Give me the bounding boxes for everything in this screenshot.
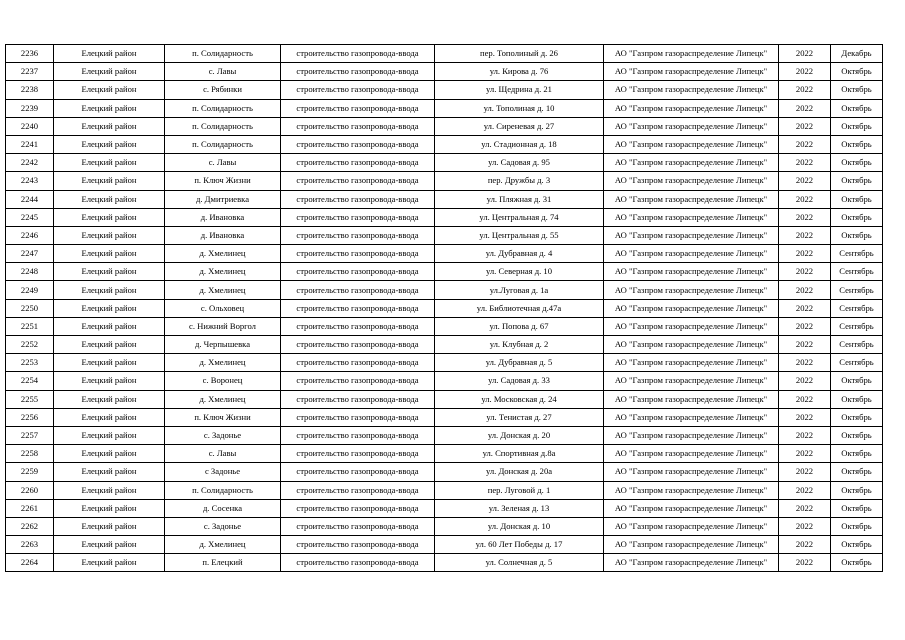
organization-cell: АО "Газпром газораспределение Липецк" — [604, 517, 779, 535]
month-cell: Сентябрь — [831, 354, 883, 372]
table-row — [6, 317, 883, 335]
row-number-cell: 2261 — [6, 499, 54, 517]
organization-cell: АО "Газпром газораспределение Липецк" — [604, 190, 779, 208]
district-cell: Елецкий район — [54, 226, 165, 244]
address-cell: ул. Клубная д. 2 — [435, 336, 604, 354]
organization-cell: АО "Газпром газораспределение Липецк" — [604, 372, 779, 390]
month-cell: Октябрь — [831, 390, 883, 408]
month-cell: Октябрь — [831, 81, 883, 99]
row-number-cell: 2249 — [6, 281, 54, 299]
table-row — [6, 299, 883, 317]
organization-cell: АО "Газпром газораспределение Липецк" — [604, 481, 779, 499]
district-cell: Елецкий район — [54, 499, 165, 517]
organization-cell: АО "Газпром газораспределение Липецк" — [604, 426, 779, 444]
locality-cell: с. Лавы — [165, 154, 281, 172]
row-number-cell: 2253 — [6, 354, 54, 372]
row-number-cell: 2254 — [6, 372, 54, 390]
district-cell: Елецкий район — [54, 135, 165, 153]
address-cell: ул.Луговая д. 1а — [435, 281, 604, 299]
month-cell: Октябрь — [831, 208, 883, 226]
table-row — [6, 354, 883, 372]
address-cell: пер. Луговой д. 1 — [435, 481, 604, 499]
year-cell: 2022 — [779, 45, 831, 63]
locality-cell: с. Рябинки — [165, 81, 281, 99]
month-cell: Октябрь — [831, 190, 883, 208]
year-cell: 2022 — [779, 135, 831, 153]
month-cell: Октябрь — [831, 499, 883, 517]
month-cell: Сентябрь — [831, 263, 883, 281]
locality-cell: с. Лавы — [165, 63, 281, 81]
district-cell: Елецкий район — [54, 408, 165, 426]
table-row — [6, 499, 883, 517]
table-row — [6, 172, 883, 190]
table-row — [6, 99, 883, 117]
year-cell: 2022 — [779, 208, 831, 226]
month-cell: Сентябрь — [831, 317, 883, 335]
year-cell: 2022 — [779, 263, 831, 281]
organization-cell: АО "Газпром газораспределение Липецк" — [604, 99, 779, 117]
address-cell: ул. Садовая д. 33 — [435, 372, 604, 390]
locality-cell: п. Солидарность — [165, 99, 281, 117]
locality-cell: с. Нижний Воргол — [165, 317, 281, 335]
year-cell: 2022 — [779, 499, 831, 517]
address-cell: ул. Тополиная д. 10 — [435, 99, 604, 117]
organization-cell: АО "Газпром газораспределение Липецк" — [604, 63, 779, 81]
month-cell: Октябрь — [831, 63, 883, 81]
row-number-cell: 2260 — [6, 481, 54, 499]
district-cell: Елецкий район — [54, 390, 165, 408]
table-row — [6, 554, 883, 572]
locality-cell: с. Задонье — [165, 517, 281, 535]
table-row — [6, 81, 883, 99]
district-cell: Елецкий район — [54, 99, 165, 117]
table-row — [6, 135, 883, 153]
row-number-cell: 2236 — [6, 45, 54, 63]
month-cell: Октябрь — [831, 154, 883, 172]
table-row — [6, 336, 883, 354]
address-cell: пер. Тополиный д. 26 — [435, 45, 604, 63]
row-number-cell: 2263 — [6, 536, 54, 554]
table-row — [6, 463, 883, 481]
locality-cell: д. Хмелинец — [165, 245, 281, 263]
table-row — [6, 481, 883, 499]
organization-cell: АО "Газпром газораспределение Липецк" — [604, 226, 779, 244]
locality-cell: д. Хмелинец — [165, 281, 281, 299]
locality-cell: д. Хмелинец — [165, 536, 281, 554]
row-number-cell: 2237 — [6, 63, 54, 81]
district-cell: Елецкий район — [54, 463, 165, 481]
month-cell: Октябрь — [831, 463, 883, 481]
row-number-cell: 2262 — [6, 517, 54, 535]
address-cell: ул. Стадионная д. 18 — [435, 135, 604, 153]
address-cell: ул. Спортивная д.8а — [435, 445, 604, 463]
work-type-cell: строительство газопровода-ввода — [281, 299, 435, 317]
row-number-cell: 2242 — [6, 154, 54, 172]
row-number-cell: 2244 — [6, 190, 54, 208]
work-type-cell: строительство газопровода-ввода — [281, 245, 435, 263]
locality-cell: п. Солидарность — [165, 481, 281, 499]
registry-table-body — [6, 45, 883, 572]
organization-cell: АО "Газпром газораспределение Липецк" — [604, 536, 779, 554]
organization-cell: АО "Газпром газораспределение Липецк" — [604, 208, 779, 226]
year-cell: 2022 — [779, 81, 831, 99]
work-type-cell: строительство газопровода-ввода — [281, 263, 435, 281]
month-cell: Октябрь — [831, 481, 883, 499]
year-cell: 2022 — [779, 63, 831, 81]
table-row — [6, 263, 883, 281]
work-type-cell: строительство газопровода-ввода — [281, 81, 435, 99]
organization-cell: АО "Газпром газораспределение Липецк" — [604, 317, 779, 335]
row-number-cell: 2246 — [6, 226, 54, 244]
month-cell: Октябрь — [831, 372, 883, 390]
district-cell: Елецкий район — [54, 81, 165, 99]
district-cell: Елецкий район — [54, 317, 165, 335]
district-cell: Елецкий район — [54, 154, 165, 172]
address-cell: ул. Тенистая д. 27 — [435, 408, 604, 426]
row-number-cell: 2240 — [6, 117, 54, 135]
work-type-cell: строительство газопровода-ввода — [281, 99, 435, 117]
work-type-cell: строительство газопровода-ввода — [281, 154, 435, 172]
year-cell: 2022 — [779, 408, 831, 426]
year-cell: 2022 — [779, 336, 831, 354]
row-number-cell: 2255 — [6, 390, 54, 408]
address-cell: ул. Московская д. 24 — [435, 390, 604, 408]
month-cell: Октябрь — [831, 517, 883, 535]
organization-cell: АО "Газпром газораспределение Липецк" — [604, 117, 779, 135]
organization-cell: АО "Газпром газораспределение Липецк" — [604, 135, 779, 153]
organization-cell: АО "Газпром газораспределение Липецк" — [604, 281, 779, 299]
year-cell: 2022 — [779, 99, 831, 117]
row-number-cell: 2257 — [6, 426, 54, 444]
table-row — [6, 372, 883, 390]
locality-cell: д. Сосенка — [165, 499, 281, 517]
year-cell: 2022 — [779, 426, 831, 444]
work-type-cell: строительство газопровода-ввода — [281, 45, 435, 63]
district-cell: Елецкий район — [54, 281, 165, 299]
year-cell: 2022 — [779, 117, 831, 135]
year-cell: 2022 — [779, 463, 831, 481]
year-cell: 2022 — [779, 190, 831, 208]
work-type-cell: строительство газопровода-ввода — [281, 390, 435, 408]
work-type-cell: строительство газопровода-ввода — [281, 463, 435, 481]
year-cell: 2022 — [779, 245, 831, 263]
row-number-cell: 2252 — [6, 336, 54, 354]
address-cell: ул. Щедрина д. 21 — [435, 81, 604, 99]
organization-cell: АО "Газпром газораспределение Липецк" — [604, 463, 779, 481]
work-type-cell: строительство газопровода-ввода — [281, 63, 435, 81]
work-type-cell: строительство газопровода-ввода — [281, 208, 435, 226]
table-row — [6, 208, 883, 226]
locality-cell: п. Солидарность — [165, 45, 281, 63]
table-row — [6, 445, 883, 463]
row-number-cell: 2241 — [6, 135, 54, 153]
locality-cell: д. Хмелинец — [165, 390, 281, 408]
district-cell: Елецкий район — [54, 208, 165, 226]
work-type-cell: строительство газопровода-ввода — [281, 281, 435, 299]
district-cell: Елецкий район — [54, 245, 165, 263]
address-cell: ул. Центральная д. 74 — [435, 208, 604, 226]
district-cell: Елецкий район — [54, 172, 165, 190]
address-cell: ул. Кирова д. 76 — [435, 63, 604, 81]
address-cell: пер. Дружбы д. 3 — [435, 172, 604, 190]
year-cell: 2022 — [779, 517, 831, 535]
table-row — [6, 45, 883, 63]
locality-cell: с. Ольховец — [165, 299, 281, 317]
year-cell: 2022 — [779, 299, 831, 317]
table-row — [6, 390, 883, 408]
address-cell: ул. 60 Лет Победы д. 17 — [435, 536, 604, 554]
year-cell: 2022 — [779, 481, 831, 499]
work-type-cell: строительство газопровода-ввода — [281, 408, 435, 426]
year-cell: 2022 — [779, 317, 831, 335]
district-cell: Елецкий район — [54, 336, 165, 354]
year-cell: 2022 — [779, 390, 831, 408]
address-cell: ул. Северная д. 10 — [435, 263, 604, 281]
district-cell: Елецкий район — [54, 445, 165, 463]
organization-cell: АО "Газпром газораспределение Липецк" — [604, 554, 779, 572]
month-cell: Октябрь — [831, 99, 883, 117]
address-cell: ул. Донская д. 10 — [435, 517, 604, 535]
year-cell: 2022 — [779, 172, 831, 190]
row-number-cell: 2243 — [6, 172, 54, 190]
month-cell: Октябрь — [831, 408, 883, 426]
month-cell: Октябрь — [831, 172, 883, 190]
district-cell: Елецкий район — [54, 190, 165, 208]
month-cell: Сентябрь — [831, 245, 883, 263]
row-number-cell: 2251 — [6, 317, 54, 335]
table-row — [6, 245, 883, 263]
work-type-cell: строительство газопровода-ввода — [281, 499, 435, 517]
address-cell: ул. Донская д. 20а — [435, 463, 604, 481]
address-cell: ул. Попова д. 67 — [435, 317, 604, 335]
address-cell: ул. Зеленая д. 13 — [435, 499, 604, 517]
address-cell: ул. Библиотечная д.47а — [435, 299, 604, 317]
organization-cell: АО "Газпром газораспределение Липецк" — [604, 354, 779, 372]
month-cell: Октябрь — [831, 445, 883, 463]
locality-cell: п. Солидарность — [165, 117, 281, 135]
district-cell: Елецкий район — [54, 554, 165, 572]
district-cell: Елецкий район — [54, 117, 165, 135]
table-row — [6, 226, 883, 244]
work-type-cell: строительство газопровода-ввода — [281, 481, 435, 499]
district-cell: Елецкий район — [54, 481, 165, 499]
month-cell: Октябрь — [831, 135, 883, 153]
month-cell: Сентябрь — [831, 281, 883, 299]
work-type-cell: строительство газопровода-ввода — [281, 372, 435, 390]
organization-cell: АО "Газпром газораспределение Липецк" — [604, 263, 779, 281]
organization-cell: АО "Газпром газораспределение Липецк" — [604, 45, 779, 63]
work-type-cell: строительство газопровода-ввода — [281, 426, 435, 444]
month-cell: Октябрь — [831, 426, 883, 444]
organization-cell: АО "Газпром газораспределение Липецк" — [604, 154, 779, 172]
work-type-cell: строительство газопровода-ввода — [281, 354, 435, 372]
month-cell: Сентябрь — [831, 336, 883, 354]
table-row — [6, 408, 883, 426]
year-cell: 2022 — [779, 281, 831, 299]
locality-cell: с. Лавы — [165, 445, 281, 463]
locality-cell: с Задонье — [165, 463, 281, 481]
address-cell: ул. Донская д. 20 — [435, 426, 604, 444]
address-cell: ул. Сиреневая д. 27 — [435, 117, 604, 135]
district-cell: Елецкий район — [54, 372, 165, 390]
address-cell: ул. Дубравная д. 4 — [435, 245, 604, 263]
address-cell: ул. Садовая д. 95 — [435, 154, 604, 172]
district-cell: Елецкий район — [54, 354, 165, 372]
organization-cell: АО "Газпром газораспределение Липецк" — [604, 172, 779, 190]
year-cell: 2022 — [779, 536, 831, 554]
district-cell: Елецкий район — [54, 45, 165, 63]
table-row — [6, 517, 883, 535]
locality-cell: д. Хмелинец — [165, 263, 281, 281]
year-cell: 2022 — [779, 554, 831, 572]
locality-cell: п. Ключ Жизни — [165, 408, 281, 426]
locality-cell: с. Воронец — [165, 372, 281, 390]
address-cell: ул. Пляжная д. 31 — [435, 190, 604, 208]
district-cell: Елецкий район — [54, 63, 165, 81]
work-type-cell: строительство газопровода-ввода — [281, 172, 435, 190]
organization-cell: АО "Газпром газораспределение Липецк" — [604, 408, 779, 426]
work-type-cell: строительство газопровода-ввода — [281, 517, 435, 535]
year-cell: 2022 — [779, 226, 831, 244]
organization-cell: АО "Газпром газораспределение Липецк" — [604, 445, 779, 463]
row-number-cell: 2256 — [6, 408, 54, 426]
month-cell: Декабрь — [831, 45, 883, 63]
work-type-cell: строительство газопровода-ввода — [281, 317, 435, 335]
district-cell: Елецкий район — [54, 426, 165, 444]
row-number-cell: 2259 — [6, 463, 54, 481]
year-cell: 2022 — [779, 445, 831, 463]
district-cell: Елецкий район — [54, 517, 165, 535]
row-number-cell: 2264 — [6, 554, 54, 572]
table-row — [6, 426, 883, 444]
year-cell: 2022 — [779, 154, 831, 172]
locality-cell: д. Ивановка — [165, 208, 281, 226]
month-cell: Октябрь — [831, 117, 883, 135]
gas-connection-registry-table — [5, 44, 883, 572]
organization-cell: АО "Газпром газораспределение Липецк" — [604, 81, 779, 99]
address-cell: ул. Дубравная д. 5 — [435, 354, 604, 372]
organization-cell: АО "Газпром газораспределение Липецк" — [604, 390, 779, 408]
work-type-cell: строительство газопровода-ввода — [281, 226, 435, 244]
district-cell: Елецкий район — [54, 263, 165, 281]
table-row — [6, 190, 883, 208]
month-cell: Октябрь — [831, 226, 883, 244]
locality-cell: д. Хмелинец — [165, 354, 281, 372]
table-row — [6, 63, 883, 81]
row-number-cell: 2245 — [6, 208, 54, 226]
locality-cell: д. Черпышевка — [165, 336, 281, 354]
table-row — [6, 117, 883, 135]
month-cell: Октябрь — [831, 554, 883, 572]
address-cell: ул. Солнечная д. 5 — [435, 554, 604, 572]
organization-cell: АО "Газпром газораспределение Липецк" — [604, 245, 779, 263]
work-type-cell: строительство газопровода-ввода — [281, 536, 435, 554]
row-number-cell: 2258 — [6, 445, 54, 463]
district-cell: Елецкий район — [54, 536, 165, 554]
row-number-cell: 2239 — [6, 99, 54, 117]
year-cell: 2022 — [779, 354, 831, 372]
organization-cell: АО "Газпром газораспределение Липецк" — [604, 336, 779, 354]
organization-cell: АО "Газпром газораспределение Липецк" — [604, 299, 779, 317]
locality-cell: д. Ивановка — [165, 226, 281, 244]
table-row — [6, 154, 883, 172]
month-cell: Октябрь — [831, 536, 883, 554]
locality-cell: с. Задонье — [165, 426, 281, 444]
address-cell: ул. Центральная д. 55 — [435, 226, 604, 244]
locality-cell: п. Солидарность — [165, 135, 281, 153]
work-type-cell: строительство газопровода-ввода — [281, 117, 435, 135]
table-row — [6, 281, 883, 299]
work-type-cell: строительство газопровода-ввода — [281, 190, 435, 208]
locality-cell: п. Ключ Жизни — [165, 172, 281, 190]
district-cell: Елецкий район — [54, 299, 165, 317]
locality-cell: д. Дмитриевка — [165, 190, 281, 208]
row-number-cell: 2248 — [6, 263, 54, 281]
month-cell: Сентябрь — [831, 299, 883, 317]
year-cell: 2022 — [779, 372, 831, 390]
work-type-cell: строительство газопровода-ввода — [281, 336, 435, 354]
work-type-cell: строительство газопровода-ввода — [281, 445, 435, 463]
work-type-cell: строительство газопровода-ввода — [281, 554, 435, 572]
organization-cell: АО "Газпром газораспределение Липецк" — [604, 499, 779, 517]
row-number-cell: 2238 — [6, 81, 54, 99]
work-type-cell: строительство газопровода-ввода — [281, 135, 435, 153]
locality-cell: п. Елецкий — [165, 554, 281, 572]
row-number-cell: 2250 — [6, 299, 54, 317]
table-row — [6, 536, 883, 554]
row-number-cell: 2247 — [6, 245, 54, 263]
